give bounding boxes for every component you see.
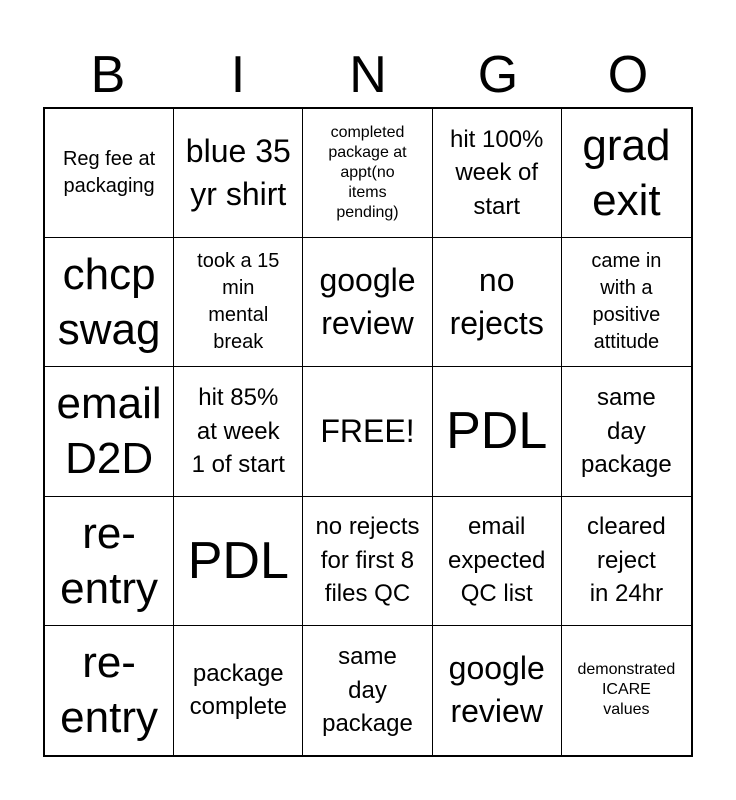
free-space-text: FREE! [320, 412, 415, 449]
cell-text: blue 35 yr shirt [185, 132, 291, 213]
bingo-cell[interactable] [174, 109, 303, 238]
cell-text: demonstrated ICARE values [577, 661, 676, 719]
cell-text: re- entry [60, 508, 158, 613]
cell-text: hit 100% week of start [449, 125, 544, 220]
bingo-cell[interactable] [174, 367, 303, 496]
cell-text: PDL [446, 402, 548, 461]
header-letter-g: G [477, 46, 519, 104]
bingo-cell[interactable] [303, 626, 432, 755]
header-letter-i: I [230, 46, 246, 104]
free-space-cell[interactable] [303, 367, 432, 496]
header-letter-b: B [90, 46, 126, 104]
bingo-cell[interactable] [433, 109, 562, 238]
bingo-cell[interactable] [174, 497, 303, 626]
bingo-card-grid [43, 107, 693, 757]
bingo-cell[interactable] [433, 497, 562, 626]
cell-text: chcp swag [57, 250, 161, 355]
bingo-cell[interactable] [45, 109, 174, 238]
cell-text: google review [319, 262, 416, 342]
bingo-cell[interactable] [562, 367, 691, 496]
cell-text: grad exit [582, 121, 671, 226]
cell-text: took a 15 min mental break [197, 250, 280, 354]
cell-text: email expected QC list [447, 513, 546, 608]
bingo-cell[interactable] [303, 497, 432, 626]
cell-text: email D2D [56, 379, 162, 484]
bingo-cell[interactable] [562, 626, 691, 755]
bingo-cell[interactable] [45, 238, 174, 367]
bingo-cell[interactable] [174, 626, 303, 755]
header-letter-o: O [607, 46, 649, 104]
cell-text: Reg fee at packaging [62, 148, 156, 198]
cell-text: google review [448, 650, 545, 730]
header-letter-n: N [349, 46, 387, 104]
cell-text: same day package [581, 384, 672, 479]
bingo-cell[interactable] [45, 626, 174, 755]
cell-text: re- entry [60, 638, 158, 743]
cell-text: same day package [322, 643, 413, 738]
cell-text: hit 85% at week 1 of start [191, 384, 285, 479]
bingo-cell[interactable] [562, 238, 691, 367]
bingo-cell[interactable] [174, 238, 303, 367]
cell-text: cleared reject in 24hr [587, 513, 666, 608]
bingo-cell[interactable] [303, 109, 432, 238]
bingo-cell[interactable] [562, 497, 691, 626]
bingo-cell[interactable] [303, 238, 432, 367]
cell-text: no rejects [449, 262, 544, 342]
bingo-cell[interactable] [433, 367, 562, 496]
bingo-header [43, 44, 693, 106]
cell-text: package complete [189, 659, 287, 721]
cell-text: came in with a positive attitude [591, 250, 662, 354]
bingo-cell[interactable] [433, 626, 562, 755]
bingo-cell[interactable] [433, 238, 562, 367]
cell-text: no rejects for first 8 files QC [315, 513, 420, 608]
bingo-cell[interactable] [45, 497, 174, 626]
bingo-cell[interactable] [562, 109, 691, 238]
cell-text: PDL [187, 531, 289, 590]
bingo-cell[interactable] [45, 367, 174, 496]
cell-text: completed package at appt(no items pending) [328, 124, 407, 222]
